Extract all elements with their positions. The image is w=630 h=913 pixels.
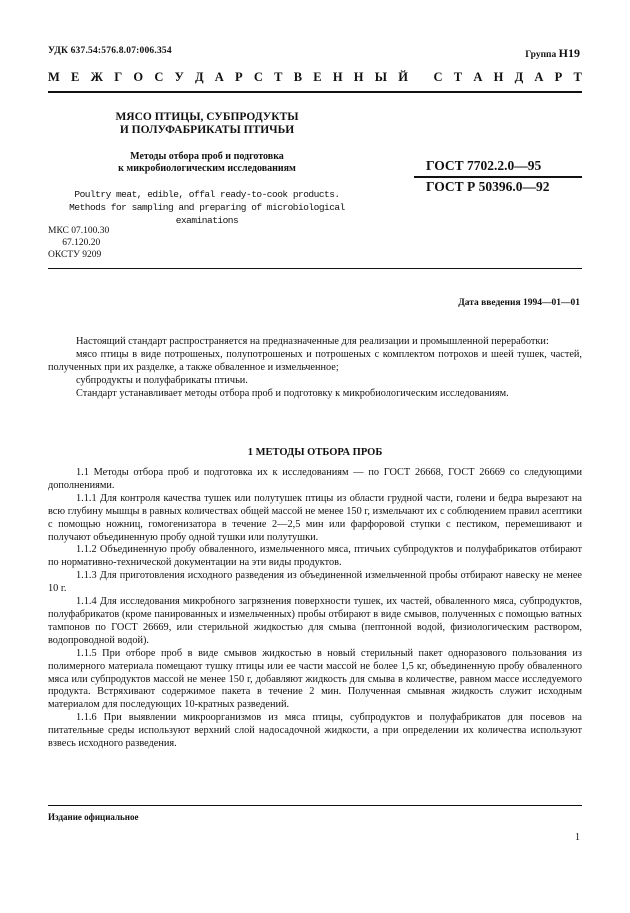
heading-letter: Е — [71, 70, 80, 84]
mks-line-2: 67.120.20 — [48, 238, 101, 248]
title-line-1: МЯСО ПТИЦЫ, СУБПРОДУКТЫ — [115, 111, 299, 123]
top-rule — [48, 91, 582, 93]
official-edition-label: Издание официальное — [48, 812, 139, 822]
clause-paragraph: 1.1.6 При выявлении микроорганизмов из мяса птицы, субпродуктов и полуфабрикатов для посевов на питательные среды используют верхний слой надосадочной жидкости, а при определении их количества используют взвесь исходного разведения. — [48, 712, 582, 750]
gost-number-2: ГОСТ Р 50396.0—92 — [426, 179, 550, 194]
heading-letter: Н — [353, 70, 364, 84]
intro-paragraph: мясо птицы в виде потрошеных, полупотрошеных и потрошеных с комплектом потрохов и шеей тушек, частей, полученных при их разделке, а также обваленное и измельченное; — [48, 348, 582, 373]
heading-letter: Т — [453, 70, 463, 84]
clause-paragraph: 1.1.5 При отборе проб в виде смывов жидкостью в новый стерильный пакет одноразового пользования из полимерного материала помещают тушку птицы или ее части массой не более 1,5 кг, объединенную пробу обваленного мяса или субпродуктов массой не менее 150 г, добавляют жидкость для смыва в количестве, равном массе исследуемого продукта. Встряхивают содержимое пакета в течение 2 мин. Полученная смывная жидкость служит исходным материалом для последующих 10-кратных разведений. — [48, 647, 582, 711]
heading-letter: А — [214, 70, 224, 84]
gost-number-1: ГОСТ 7702.2.0—95 — [426, 158, 542, 173]
heading-letter: Р — [235, 70, 243, 84]
heading-letter: Е — [313, 70, 322, 84]
header-rule — [48, 268, 582, 269]
okstu-code: ОКСТУ 9209 — [48, 250, 102, 260]
heading-letter: А — [473, 70, 483, 84]
heading-letter: А — [534, 70, 544, 84]
heading-letter: Т — [274, 70, 283, 84]
heading-letter: Н — [332, 70, 343, 84]
gost-divider — [414, 176, 582, 178]
english-line-2: Methods for sampling and preparing of microbiological examinations — [69, 202, 345, 226]
page-number: 1 — [575, 832, 580, 843]
subtitle-line-1: Методы отбора проб и подготовка — [130, 151, 284, 162]
classification-codes — [48, 225, 109, 261]
english-line-1: Poultry meat, edible, offal ready-to-cook products. — [74, 189, 340, 200]
subtitle-line-2: к микробиологическим исследованиям — [118, 163, 296, 174]
heading-letter: Н — [493, 70, 504, 84]
interstate-standard-heading — [48, 70, 582, 85]
heading-letter: Г — [114, 70, 123, 84]
heading-letter: У — [174, 70, 184, 84]
heading-letter: Ж — [90, 70, 103, 84]
heading-letter: Т — [573, 70, 582, 84]
title-line-2: И ПОЛУФАБРИКАТЫ ПТИЧЬИ — [119, 124, 295, 136]
heading-letter: М — [48, 70, 60, 84]
heading-letter: В — [293, 70, 303, 84]
mks-line-1: МКС 07.100.30 — [48, 226, 110, 236]
heading-letter: Й — [398, 70, 408, 84]
clause-paragraph: 1.1.2 Объединенную пробу обваленного, измельченного мяса, птичьих субпродуктов и полуфабрикатов отбирают по нормативно-технической документации на эти виды продуктов. — [48, 544, 582, 569]
heading-letter: Ы — [374, 70, 388, 84]
document-subtitle — [48, 151, 366, 175]
section-1-clauses — [48, 467, 582, 751]
section-1-heading: 1 МЕТОДЫ ОТБОРА ПРОБ — [247, 447, 383, 458]
date-of-introduction: Дата введения 1994—01—01 — [458, 298, 580, 308]
heading-letter: Д — [514, 70, 524, 84]
heading-letter: С — [154, 70, 164, 84]
clause-paragraph: 1.1.4 Для исследования микробного загрязнения поверхности тушек, их частей, обваленного мяса, субпродуктов, полуфабрикатов (кроме панированных и измельченных) пробы отбирают в виде смывов, полученных с помощью ватных тампонов по ГОСТ 26669, или стерильной жидкостью для смыва (пептонной водой, физиологическим раствором, водопроводной водой). — [48, 596, 582, 646]
group-code — [525, 46, 580, 61]
heading-letter — [419, 70, 422, 85]
heading-letter: Д — [194, 70, 204, 84]
clause-paragraph: 1.1.1 Для контроля качества тушек или полутушек птицы из области грудной части, голени и бедра вырезают на всю глубину мышцы в равных количествах общей массой не менее 150 г, измельчают их с соблюдением правил асептики с помощью ножниц, гомогенизатора в течение 2—2,5 мин или фарфоровой ступки с пестиком, перемешивают и получают объединенную пробу одной тушки или полутушки. — [48, 492, 582, 543]
document-title — [48, 111, 366, 137]
intro-text — [48, 336, 582, 401]
heading-letter: С — [433, 70, 443, 84]
group-value: Н19 — [558, 46, 580, 60]
intro-paragraph: субпродукты и полуфабрикаты птичьи. — [76, 374, 248, 386]
clause-paragraph: 1.1.3 Для приготовления исходного разведения из объединенной измельченной пробы отбирают навеску не менее 10 г. — [48, 570, 582, 595]
intro-paragraph: Настоящий стандарт распространяется на предназначенные для реализации и промышленной переработки: — [76, 336, 549, 347]
heading-letter: С — [253, 70, 263, 84]
footer-rule — [48, 805, 582, 806]
heading-letter: Р — [554, 70, 563, 84]
group-label: Группа — [525, 50, 557, 60]
udk-code: УДК 637.54:576.8.07:006.354 — [48, 46, 172, 56]
heading-letter: О — [133, 70, 144, 84]
english-title — [48, 188, 366, 227]
intro-paragraph: Стандарт устанавливает методы отбора проб и подготовку к микробиологическим исследованиям. — [76, 387, 509, 399]
clause-paragraph: 1.1 Методы отбора проб и подготовка их к исследованиям — по ГОСТ 26668, ГОСТ 26669 со следующими дополнениями. — [48, 467, 582, 491]
